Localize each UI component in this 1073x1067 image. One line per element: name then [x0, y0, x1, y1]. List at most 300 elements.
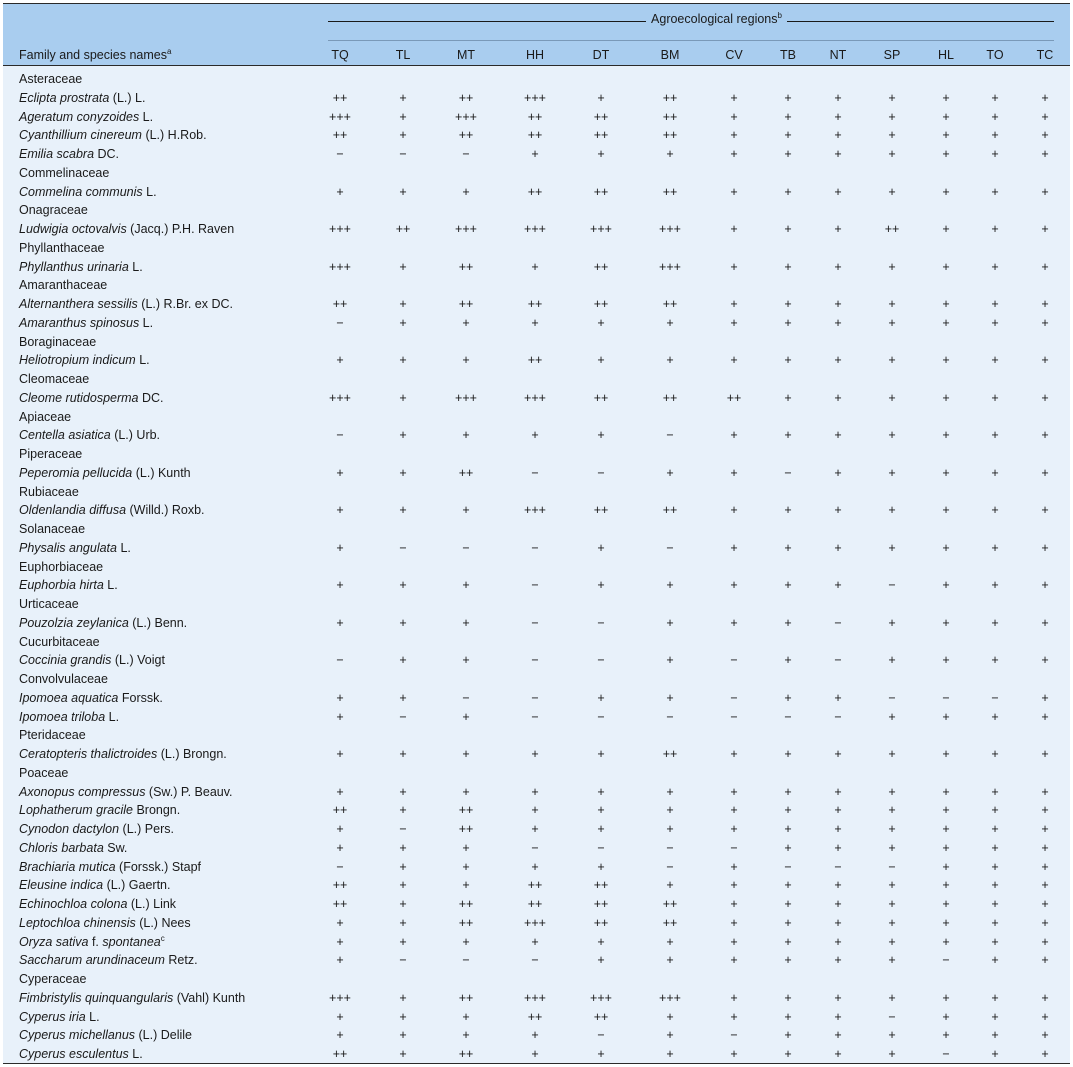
species-binomial: Chloris barbata: [19, 840, 104, 855]
abundance-cell-tb: +: [784, 315, 792, 330]
abundance-cell-tq: −: [336, 859, 344, 874]
abundance-cell-tq: +: [336, 934, 344, 949]
abundance-cell-tl: +: [399, 578, 407, 593]
abundance-cell-tl: +: [399, 803, 407, 818]
abundance-cell-dt: +: [597, 747, 605, 761]
abundance-cell-mt: +++: [455, 390, 477, 405]
species-row: [3, 295, 1070, 314]
species-authority: L.: [116, 540, 131, 555]
species-name: [19, 426, 160, 445]
abundance-cell-mt: +: [462, 1009, 470, 1024]
species-binomial: Eclipta prostrata: [19, 90, 110, 105]
abundance-cell-bm: ++: [662, 90, 678, 105]
abundance-cell-mt: ++: [458, 297, 474, 311]
abundance-cell-tl: +: [399, 184, 407, 199]
abundance-cell-dt: ++: [593, 390, 609, 405]
abundance-cell-tc: +: [1041, 1028, 1049, 1043]
abundance-cell-mt: +++: [455, 109, 477, 124]
species-authority: (L.) Pers.: [119, 822, 174, 836]
abundance-cell-mt: +: [462, 615, 470, 630]
species-binomial: Oldenlandia diffusa: [19, 503, 127, 518]
abundance-cell-mt: +: [462, 878, 470, 893]
abundance-cell-sp: +: [888, 259, 896, 274]
abundance-cell-tq: +++: [329, 390, 351, 405]
abundance-cell-nt: +: [834, 353, 842, 368]
abundance-cell-sp: +: [888, 297, 896, 311]
abundance-cell-tb: +: [784, 109, 792, 124]
species-row: [3, 145, 1070, 164]
abundance-cell-tq: +: [336, 578, 344, 593]
abundance-cell-hh: −: [531, 840, 539, 855]
abundance-cell-dt: +++: [590, 990, 612, 1005]
species-authority: (L.) Kunth: [132, 465, 191, 480]
species-row: [3, 314, 1070, 333]
abundance-cell-tc: +: [1041, 184, 1049, 199]
abundance-cell-tc: +: [1041, 878, 1049, 893]
species-name: [19, 314, 153, 333]
species-binomial: Coccinia grandis: [19, 653, 112, 668]
abundance-cell-sp: +: [888, 1047, 896, 1061]
abundance-cell-dt: +: [597, 428, 605, 443]
abundance-cell-mt: ++: [458, 90, 474, 105]
abundance-cell-to: +: [991, 784, 999, 799]
abundance-cell-bm: +: [666, 1028, 674, 1043]
abundance-cell-tc: +: [1041, 578, 1049, 593]
species-binomial: Lophatherum gracile: [19, 803, 133, 818]
abundance-cell-dt: +: [597, 540, 605, 555]
abundance-cell-nt: +: [834, 540, 842, 555]
abundance-cell-hl: +: [942, 503, 950, 518]
abundance-cell-bm: +: [666, 822, 674, 836]
abundance-cell-tq: −: [336, 147, 344, 161]
abundance-cell-bm: ++: [662, 503, 678, 518]
species-binomial: Phyllanthus urinaria: [19, 259, 129, 274]
abundance-cell-mt: −: [462, 953, 470, 968]
abundance-cell-nt: +: [834, 934, 842, 949]
abundance-cell-tb: +: [784, 990, 792, 1005]
abundance-cell-nt: +: [834, 915, 842, 930]
abundance-cell-hl: +: [942, 859, 950, 874]
footnote-marker: c: [160, 933, 165, 943]
abundance-cell-tq: +++: [329, 222, 351, 236]
species-binomial: Cyperus esculentus: [19, 1047, 129, 1061]
column-header-dt: DT: [592, 48, 610, 62]
abundance-cell-bm: ++: [662, 915, 678, 930]
abundance-cell-hl: +: [942, 653, 950, 668]
species-name: [19, 389, 164, 408]
abundance-cell-tc: +: [1041, 297, 1049, 311]
abundance-cell-bm: −: [666, 540, 674, 555]
abundance-cell-to: +: [991, 503, 999, 518]
abundance-cell-tl: +: [399, 109, 407, 124]
abundance-cell-to: +: [991, 90, 999, 105]
abundance-cell-to: +: [991, 878, 999, 893]
abundance-cell-cv: +: [730, 353, 738, 368]
family-row: [3, 276, 1070, 295]
abundance-cell-sp: +: [888, 897, 896, 911]
abundance-cell-dt: −: [597, 615, 605, 630]
species-authority: L.: [142, 184, 157, 199]
species-row: [3, 351, 1070, 370]
family-row: [3, 70, 1070, 89]
family-name: Cucurbitaceae: [19, 634, 100, 649]
abundance-cell-to: +: [991, 953, 999, 968]
abundance-cell-tl: +: [399, 1047, 407, 1061]
abundance-cell-dt: ++: [593, 878, 609, 893]
abundance-cell-sp: +: [888, 915, 896, 930]
abundance-cell-mt: −: [462, 690, 470, 705]
abundance-cell-tc: +: [1041, 859, 1049, 874]
abundance-cell-nt: +: [834, 128, 842, 143]
species-binomial: Ipomoea triloba: [19, 709, 106, 724]
species-row: [3, 783, 1070, 802]
species-binomial: Cleome rutidosperma: [19, 390, 139, 405]
species-row: [3, 951, 1070, 970]
species-row: [3, 651, 1070, 670]
abundance-cell-tl: +: [399, 259, 407, 274]
abundance-cell-tb: +: [784, 1028, 792, 1043]
abundance-cell-bm: +: [666, 803, 674, 818]
abundance-cell-dt: −: [597, 709, 605, 724]
species-binomial: Centella asiatica: [19, 428, 111, 443]
abundance-cell-tc: +: [1041, 90, 1049, 105]
species-name: [19, 689, 163, 708]
abundance-cell-mt: ++: [458, 803, 474, 818]
abundance-cell-tl: +: [399, 784, 407, 799]
species-authority: (L.) R.Br. ex DC.: [137, 297, 233, 311]
species-authority: (L.) Brongn.: [157, 747, 227, 761]
abundance-cell-tl: +: [399, 353, 407, 368]
family-row: [3, 970, 1070, 989]
abundance-cell-nt: +: [834, 428, 842, 443]
abundance-cell-tq: −: [336, 653, 344, 668]
abundance-cell-tl: +: [399, 297, 407, 311]
abundance-cell-tq: ++: [332, 90, 348, 105]
abundance-cell-tc: +: [1041, 803, 1049, 818]
abundance-cell-dt: −: [597, 1028, 605, 1043]
abundance-cell-tb: +: [784, 503, 792, 518]
abundance-cell-tb: +: [784, 147, 792, 161]
abundance-cell-tq: +++: [329, 259, 351, 274]
abundance-cell-sp: +: [888, 90, 896, 105]
abundance-cell-bm: −: [666, 709, 674, 724]
species-binomial: Echinochloa colona: [19, 897, 128, 911]
abundance-cell-cv: +: [730, 934, 738, 949]
family-name: Rubiaceae: [19, 484, 79, 499]
abundance-cell-to: +: [991, 184, 999, 199]
abundance-cell-to: +: [991, 259, 999, 274]
family-name: Amaranthaceae: [19, 278, 108, 293]
abundance-cell-cv: +: [730, 915, 738, 930]
abundance-cell-hh: −: [531, 690, 539, 705]
abundance-cell-to: +: [991, 222, 999, 236]
species-row: [3, 126, 1070, 145]
abundance-cell-hh: −: [531, 653, 539, 668]
species-row: [3, 389, 1070, 408]
species-name: [19, 89, 145, 108]
footnote-marker: b: [777, 10, 782, 20]
family-name: Poaceae: [19, 765, 69, 780]
abundance-cell-bm: ++: [662, 109, 678, 124]
species-name: [19, 933, 165, 952]
abundance-cell-tb: +: [784, 934, 792, 949]
abundance-cell-mt: +: [462, 840, 470, 855]
abundance-cell-tc: +: [1041, 540, 1049, 555]
abundance-cell-hl: +: [942, 222, 950, 236]
abundance-cell-nt: +: [834, 784, 842, 799]
abundance-cell-tc: +: [1041, 428, 1049, 443]
abundance-cell-dt: +: [597, 1047, 605, 1061]
abundance-cell-dt: ++: [593, 109, 609, 124]
abundance-cell-hh: −: [531, 709, 539, 724]
abundance-cell-tc: +: [1041, 915, 1049, 930]
abundance-cell-tb: +: [784, 428, 792, 443]
abundance-cell-cv: +: [730, 109, 738, 124]
abundance-cell-bm: +: [666, 615, 674, 630]
species-binomial: Ipomoea aquatica: [19, 690, 119, 705]
family-name: Solanaceae: [19, 522, 86, 536]
abundance-cell-tb: +: [784, 259, 792, 274]
abundance-cell-tc: +: [1041, 990, 1049, 1005]
family-row: [3, 445, 1070, 464]
abundance-cell-nt: +: [834, 990, 842, 1005]
abundance-cell-hl: +: [942, 428, 950, 443]
abundance-cell-dt: +: [597, 315, 605, 330]
abundance-cell-bm: +++: [659, 259, 681, 274]
abundance-cell-to: +: [991, 428, 999, 443]
abundance-cell-bm: ++: [662, 390, 678, 405]
abundance-cell-sp: +: [888, 128, 896, 143]
family-name: Piperaceae: [19, 447, 83, 461]
species-name: [19, 145, 119, 164]
abundance-cell-to: +: [991, 540, 999, 555]
abundance-cell-hl: +: [942, 784, 950, 799]
abundance-cell-hh: ++: [527, 184, 543, 199]
footnote-marker: a: [166, 46, 172, 56]
abundance-cell-tb: +: [784, 297, 792, 311]
abundance-cell-to: +: [991, 709, 999, 724]
abundance-cell-mt: −: [462, 147, 470, 161]
abundance-cell-tc: +: [1041, 109, 1049, 124]
species-name: [19, 801, 180, 820]
abundance-cell-tb: +: [784, 390, 792, 405]
abundance-cell-sp: +: [888, 503, 896, 518]
species-row: [3, 745, 1070, 764]
family-name: Cleomaceae: [19, 372, 90, 386]
abundance-cell-tb: +: [784, 690, 792, 705]
abundance-cell-mt: ++: [458, 465, 474, 480]
abundance-cell-hh: −: [531, 540, 539, 555]
abundance-cell-mt: +: [462, 184, 470, 199]
abundance-cell-nt: +: [834, 1028, 842, 1043]
abundance-cell-sp: +: [888, 653, 896, 668]
abundance-cell-tb: +: [784, 803, 792, 818]
abundance-cell-to: +: [991, 128, 999, 143]
abundance-cell-dt: +: [597, 690, 605, 705]
species-name: [19, 614, 187, 633]
column-header-cv: CV: [725, 48, 743, 62]
family-row: [3, 483, 1070, 502]
abundance-cell-tq: +: [336, 184, 344, 199]
abundance-cell-tb: +: [784, 747, 792, 761]
species-binomial: Fimbristylis quinquangularis: [19, 990, 174, 1005]
abundance-cell-tc: +: [1041, 840, 1049, 855]
abundance-cell-dt: ++: [593, 128, 609, 143]
family-row: [3, 164, 1070, 183]
abundance-cell-hh: +: [531, 259, 539, 274]
abundance-cell-bm: −: [666, 840, 674, 855]
abundance-cell-dt: +: [597, 784, 605, 799]
abundance-cell-mt: ++: [458, 897, 474, 911]
abundance-cell-sp: +: [888, 747, 896, 761]
abundance-cell-tl: +: [399, 503, 407, 518]
species-authority: (L.) Delile: [135, 1028, 192, 1043]
abundance-cell-cv: +: [730, 147, 738, 161]
abundance-cell-sp: +: [888, 990, 896, 1005]
abundance-cell-nt: +: [834, 109, 842, 124]
abundance-cell-to: +: [991, 578, 999, 593]
abundance-cell-hh: ++: [527, 1009, 543, 1024]
abundance-cell-tq: +: [336, 465, 344, 480]
abundance-cell-dt: ++: [593, 259, 609, 274]
abundance-cell-sp: +: [888, 315, 896, 330]
abundance-cell-cv: +: [730, 184, 738, 199]
species-binomial: Euphorbia hirta: [19, 578, 104, 593]
species-name: [19, 1026, 192, 1045]
species-authority: L.: [128, 259, 143, 274]
species-authority: L.: [85, 1009, 100, 1024]
abundance-cell-tb: +: [784, 1009, 792, 1024]
abundance-cell-sp: +: [888, 934, 896, 949]
abundance-cell-dt: +: [597, 578, 605, 593]
abundance-cell-tc: +: [1041, 1009, 1049, 1024]
abundance-cell-bm: ++: [662, 897, 678, 911]
abundance-cell-tb: +: [784, 222, 792, 236]
species-name: [19, 1045, 143, 1064]
species-name: [19, 183, 157, 202]
species-name: [19, 745, 227, 764]
species-authority: (Forssk.) Stapf: [115, 859, 202, 874]
abundance-cell-hh: +++: [524, 915, 546, 930]
species-authority: (Willd.) Roxb.: [126, 503, 205, 518]
species-name: [19, 501, 205, 520]
species-binomial: Amaranthus spinosus: [19, 315, 140, 330]
abundance-cell-bm: +: [666, 1009, 674, 1024]
abundance-cell-sp: +: [888, 147, 896, 161]
abundance-cell-nt: −: [834, 859, 842, 874]
abundance-cell-to: +: [991, 390, 999, 405]
abundance-cell-sp: +: [888, 390, 896, 405]
species-authority: L.: [139, 109, 154, 124]
abundance-cell-cv: +: [730, 315, 738, 330]
abundance-cell-bm: +++: [659, 222, 681, 236]
abundance-cell-dt: −: [597, 465, 605, 480]
abundance-cell-nt: +: [834, 690, 842, 705]
abundance-cell-tq: +: [336, 747, 344, 761]
abundance-cell-to: +: [991, 297, 999, 311]
species-name: [19, 820, 174, 839]
abundance-cell-tb: +: [784, 615, 792, 630]
abundance-cell-tl: +: [399, 653, 407, 668]
abundance-cell-tc: +: [1041, 1047, 1049, 1061]
species-row: [3, 914, 1070, 933]
abundance-cell-nt: +: [834, 822, 842, 836]
family-row: [3, 558, 1070, 577]
abundance-cell-to: +: [991, 1028, 999, 1043]
abundance-cell-mt: ++: [458, 990, 474, 1005]
header-divider: [328, 40, 1054, 41]
abundance-cell-bm: +: [666, 315, 674, 330]
family-name: Apiaceae: [19, 409, 72, 424]
abundance-cell-to: +: [991, 859, 999, 874]
abundance-cell-tc: +: [1041, 315, 1049, 330]
abundance-cell-hh: ++: [527, 128, 543, 143]
abundance-cell-sp: +: [888, 353, 896, 368]
species-binomial: Commelina communis: [19, 184, 143, 199]
species-authority: (L.) Urb.: [110, 428, 161, 443]
species-binomial: Cynodon dactylon: [19, 822, 120, 836]
abundance-cell-sp: +: [888, 109, 896, 124]
abundance-cell-nt: +: [834, 878, 842, 893]
abundance-cell-to: −: [991, 690, 999, 705]
family-species-label: Family and species names: [19, 48, 167, 62]
abundance-cell-tc: +: [1041, 128, 1049, 143]
abundance-cell-tl: +: [399, 897, 407, 911]
family-name: Cyperaceae: [19, 972, 87, 986]
species-authority: Retz.: [164, 953, 198, 968]
abundance-cell-hh: +: [531, 147, 539, 161]
abundance-cell-cv: +: [730, 465, 738, 480]
abundance-cell-dt: +: [597, 147, 605, 161]
abundance-cell-cv: +: [730, 503, 738, 518]
species-authority: DC.: [138, 390, 164, 405]
species-authority: (L.) Voigt: [111, 653, 165, 668]
abundance-cell-mt: +: [462, 784, 470, 799]
species-name: [19, 708, 119, 727]
abundance-cell-nt: +: [834, 578, 842, 593]
column-header-bm: BM: [660, 48, 680, 62]
abundance-cell-tl: −: [399, 953, 407, 968]
species-row: [3, 539, 1070, 558]
abundance-cell-nt: +: [834, 184, 842, 199]
species-authority: L.: [128, 1047, 143, 1061]
abundance-cell-hl: +: [942, 934, 950, 949]
species-name: [19, 839, 127, 858]
species-binomial: Pouzolzia zeylanica: [19, 615, 129, 630]
abundance-cell-bm: +: [666, 353, 674, 368]
abundance-cell-tc: +: [1041, 953, 1049, 968]
abundance-cell-sp: −: [888, 578, 896, 593]
abundance-cell-nt: +: [834, 1047, 842, 1061]
family-row: [3, 520, 1070, 539]
abundance-cell-hl: +: [942, 822, 950, 836]
species-binomial: Eleusine indica: [19, 878, 104, 893]
abundance-cell-dt: +: [597, 934, 605, 949]
table-body: [3, 70, 1070, 1064]
family-name: Commelinaceae: [19, 165, 110, 180]
species-row: [3, 1008, 1070, 1027]
abundance-cell-sp: −: [888, 859, 896, 874]
abundance-cell-cv: +: [730, 1047, 738, 1061]
abundance-cell-mt: +: [462, 578, 470, 593]
abundance-cell-sp: +: [888, 428, 896, 443]
species-name: [19, 876, 170, 895]
abundance-cell-hh: +: [531, 934, 539, 949]
abundance-cell-to: +: [991, 915, 999, 930]
abundance-cell-nt: +: [834, 803, 842, 818]
species-binomial: Brachiaria mutica: [19, 859, 116, 874]
species-binomial: Ludwigia octovalvis: [19, 222, 127, 236]
